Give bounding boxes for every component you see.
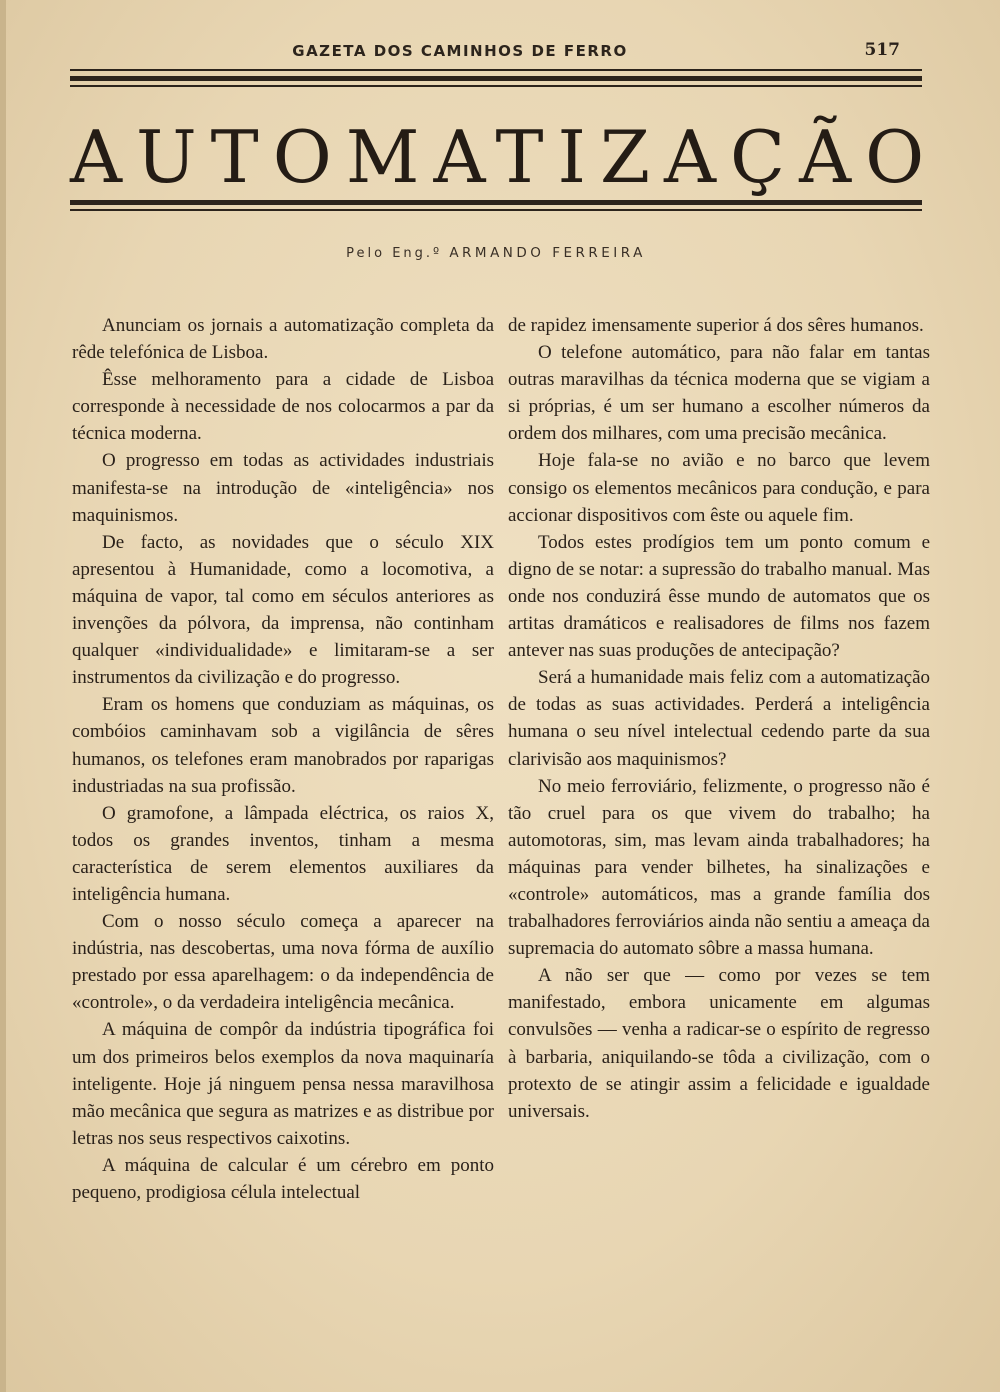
paragraph: Com o nosso século começa a aparecer na indústria, nas descobertas, uma nova fórma de auxílio prestado por essa aparelhagem: o da independência de «controle», o da verdadeira inteligência mecânica. — [72, 911, 494, 1014]
title-rule-thick — [70, 200, 922, 205]
paragraph: Eram os homens que conduziam as máquinas, os combóios caminhavam sob a vigilância de sêres humanos, os telefones eram manobrados por raparigas industriadas na sua profissão. — [72, 694, 494, 797]
header-rule-top — [70, 69, 922, 71]
byline — [70, 245, 922, 261]
header-rule-bottom — [70, 85, 922, 87]
journal-name: GAZETA DOS CAMINHOS DE FERRO — [292, 42, 628, 60]
running-head — [70, 36, 920, 66]
paragraph: Anunciam os jornais a automatização completa da rêde telefónica de Lisboa. — [72, 315, 494, 364]
paragraph: O progresso em todas as actividades industriais manifesta-se na introdução de «inteligência» nos maquinismos. — [72, 450, 494, 526]
left-column — [72, 312, 494, 1206]
paragraph: A máquina de calcular é um cérebro em ponto pequeno, prodigiosa célula intelectual — [72, 1154, 494, 1203]
title-rule-thin — [70, 209, 922, 211]
paragraph: O telefone automático, para não falar em tantas outras maravilhas da técnica moderna que se vigiam a si próprias, é um ser humano a escolher números da ordem dos milhares, com uma precisão mecânica. — [508, 342, 930, 445]
author-name: ARMANDO FERREIRA — [449, 245, 646, 261]
paragraph: A não ser que — como por vezes se tem manifestado, embora unicamente em algumas convulsões — venha a radicar-se o espírito de regresso à barbaria, aniquilando-se tôda a civilização, com o protexto de se atingir assim a felicidade e igualdade universais. — [508, 965, 930, 1122]
paragraph: Será a humanidade mais feliz com a automatização de todas as suas actividades. Perderá a inteligência humana o seu nível intelectual cedendo parte da sua clarivisão aos maquinismos? — [508, 667, 930, 770]
paragraph: De facto, as novidades que o século XIX apresentou à Humanidade, como a locomotiva, a máquina de vapor, tal como em séculos anteriores as invenções da pólvora, da imprensa, não continham qualquer «individualidade» e limitaram-se a ser instrumentos da civilização e do progresso. — [72, 531, 494, 689]
paragraph-continued: de rapidez imensamente superior á dos sêres humanos. — [508, 315, 924, 336]
paragraph: Hoje fala-se no avião e no barco que levem consigo os elementos mecânicos para condução, e para accionar dispositivos com êste ou aquele fim. — [508, 450, 930, 526]
right-column — [508, 312, 930, 1125]
page-number: 517 — [864, 40, 900, 60]
paragraph: A máquina de compôr da indústria tipográfica foi um dos primeiros belos exemplos da nova maquinaría inteligente. Hoje já ninguem pensa nessa maravilhosa mão mecânica que segura as matrizes e as distribue por letras nos seus respectivos caixotins. — [72, 1019, 494, 1149]
article-title: AUTOMATIZAÇÃO — [70, 115, 939, 199]
byline-prefix: Pelo Eng.º — [346, 246, 443, 261]
paragraph: O gramofone, a lâmpada eléctrica, os raios X, todos os grandes inventos, tinham a mesma característica de serem elementos auxiliares da inteligência humana. — [72, 802, 494, 905]
paragraph: Êsse melhoramento para a cidade de Lisboa corresponde à necessidade de nos colocarmos a par da técnica moderna. — [72, 369, 494, 445]
paragraph: No meio ferroviário, felizmente, o progresso não é tão cruel para os que vivem do trabalho; ha automotoras, sim, mas levam ainda trabalhadores; ha máquinas para vender bilhetes, ha sinalizações e «controle» automáticos, mas a grande família dos trabalhadores ferroviários ainda não sentiu a ameaça da supremacia do automato sôbre a massa humana. — [508, 775, 930, 960]
header-rule-thick — [70, 76, 922, 81]
page-edge — [0, 0, 6, 1392]
paragraph: Todos estes prodígios tem um ponto comum e digno de se notar: a supressão do trabalho manual. Mas onde nos conduzirá êsse mundo de automatos que os artitas dramáticos e realisadores de films nos fazem antever nas suas produções de antecipação? — [508, 531, 930, 662]
